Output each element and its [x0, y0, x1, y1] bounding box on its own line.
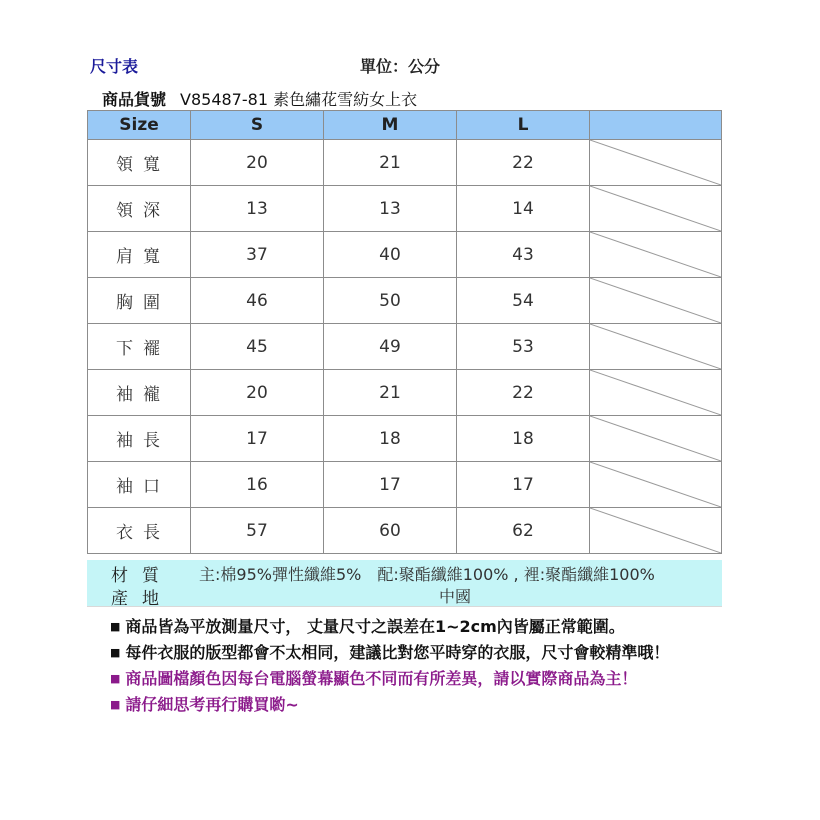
table-cell: 50	[324, 278, 457, 324]
table-row	[88, 232, 722, 278]
material-label: 材質	[111, 566, 173, 586]
table-cell: 43	[457, 232, 590, 278]
material-value: 主:棉95%彈性纖維5% 配:聚酯纖維100% , 裡:聚酯纖維100%	[199, 565, 655, 584]
table-row	[88, 416, 722, 462]
bullet-square-icon: ■	[110, 672, 121, 685]
note-text: 商品皆為平放測量尺寸， 丈量尺寸之誤差在1~2cm內皆屬正常範圍。	[125, 617, 625, 636]
table-cell: 40	[324, 232, 457, 278]
table-cell: 17	[324, 462, 457, 508]
table-cell: 53	[457, 324, 590, 370]
product-code: V85487-81 素色繡花雪紡女上衣	[180, 90, 418, 109]
row-label: 袖襱	[88, 370, 191, 416]
note-text: 商品圖檔顏色因每台電腦螢幕顯色不同而有所差異，請以實際商品為主！	[125, 669, 638, 688]
table-cell: 17	[457, 462, 590, 508]
table-cell: 45	[191, 324, 324, 370]
empty-cell-diagonal	[590, 370, 722, 416]
table-cell: 13	[324, 186, 457, 232]
size-table	[87, 110, 722, 554]
table-row	[88, 324, 722, 370]
empty-cell-diagonal	[590, 508, 722, 554]
row-label: 胸圍	[88, 278, 191, 324]
column-header: S	[191, 111, 324, 140]
table-cell: 20	[191, 370, 324, 416]
table-cell: 57	[191, 508, 324, 554]
table-row	[88, 140, 722, 186]
notes-list	[110, 614, 669, 718]
table-cell: 18	[324, 416, 457, 462]
table-cell: 17	[191, 416, 324, 462]
row-label: 下襬	[88, 324, 191, 370]
row-label: 袖長	[88, 416, 191, 462]
table-row	[88, 462, 722, 508]
row-label: 領深	[88, 186, 191, 232]
row-label: 袖口	[88, 462, 191, 508]
empty-cell-diagonal	[590, 462, 722, 508]
unit-label: 單位：公分	[360, 57, 441, 76]
empty-cell-diagonal	[590, 186, 722, 232]
table-cell: 54	[457, 278, 590, 324]
column-header: M	[324, 111, 457, 140]
table-cell: 22	[457, 140, 590, 186]
product-code-label: 商品貨號	[102, 90, 167, 109]
column-header	[590, 111, 722, 140]
column-header: L	[457, 111, 590, 140]
table-cell: 22	[457, 370, 590, 416]
table-cell: 14	[457, 186, 590, 232]
empty-cell-diagonal	[590, 278, 722, 324]
product-line	[102, 87, 417, 110]
column-header: Size	[88, 111, 191, 140]
bullet-square-icon: ■	[110, 620, 121, 633]
table-cell: 49	[324, 324, 457, 370]
table-cell: 21	[324, 370, 457, 416]
table-cell: 37	[191, 232, 324, 278]
empty-cell-diagonal	[590, 416, 722, 462]
table-row	[88, 278, 722, 324]
table-cell: 20	[191, 140, 324, 186]
material-origin-panel	[87, 560, 722, 607]
empty-cell-diagonal	[590, 324, 722, 370]
row-label: 領寬	[88, 140, 191, 186]
note-text: 請仔細思考再行購買喲~	[125, 695, 299, 714]
origin-value: 中國	[439, 587, 472, 606]
table-cell: 13	[191, 186, 324, 232]
table-cell: 18	[457, 416, 590, 462]
bullet-square-icon: ■	[110, 698, 121, 711]
table-row	[88, 370, 722, 416]
size-chart-title: 尺寸表	[90, 57, 139, 76]
table-cell: 62	[457, 508, 590, 554]
table-header-row	[88, 111, 722, 140]
note-text: 每件衣服的版型都會不太相同，建議比對您平時穿的衣服，尺寸會較精準哦！	[125, 643, 670, 662]
table-row	[88, 508, 722, 554]
empty-cell-diagonal	[590, 232, 722, 278]
table-cell: 46	[191, 278, 324, 324]
table-cell: 16	[191, 462, 324, 508]
origin-label: 產地	[111, 589, 173, 609]
note-item	[110, 640, 669, 666]
note-item	[110, 692, 669, 718]
empty-cell-diagonal	[590, 140, 722, 186]
table-cell: 21	[324, 140, 457, 186]
table-row	[88, 186, 722, 232]
note-item	[110, 666, 669, 692]
note-item	[110, 614, 669, 640]
table-cell: 60	[324, 508, 457, 554]
row-label: 肩寬	[88, 232, 191, 278]
bullet-square-icon: ■	[110, 646, 121, 659]
row-label: 衣長	[88, 508, 191, 554]
